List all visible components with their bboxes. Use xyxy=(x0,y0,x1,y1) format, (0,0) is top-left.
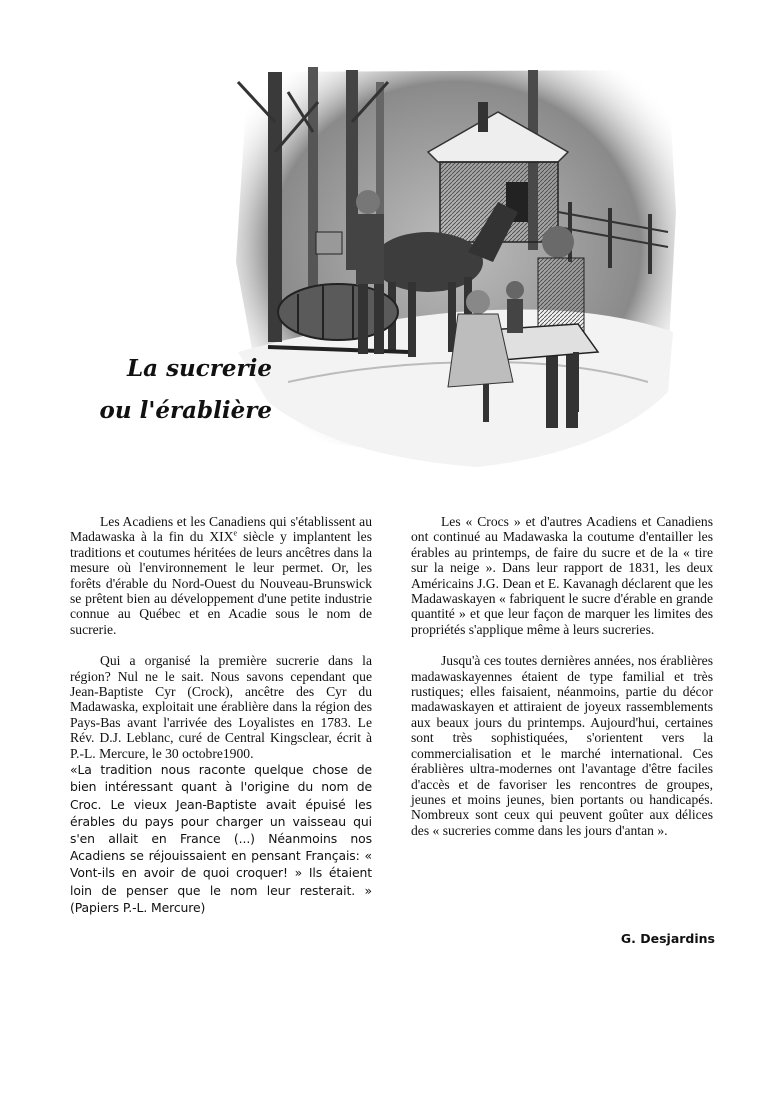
sugar-shack-winter-scene-icon xyxy=(228,62,680,472)
left-paragraph-2: Qui a organisé la première sucrerie dans la région? Nul ne le sait. Nous savons cependant que Jean-Baptiste Cyr (Crock), ancêtre des Cyr du Madawaska, exploitait une érablière dans la région des Pays-Bas avant l'arrivée des Loyalistes en 1783. Le Rév. D.J. Leblanc, curé de Central Kingsclear, écrit à P.-L. Mercure, le 30 octobre1900. xyxy=(70,653,372,761)
right-paragraph-2: Jusqu'à ces toutes dernières années, nos érablières madawaskayennes étaient de type familial et très rustiques; elles faisaient, néanmoins, partie du décor madawaskayen et attiraient de joyeux rassemblements aux beaux jours du printemps. Aujourd'hui, certaines sont très sophistiquées, s'orientent vers la commercialisation et le marché international. Ces érablières ultra-modernes ont l'avantage d'être faciles d'accès et de favoriser les rencontres de groupes, jeunes et moins jeunes, bien portants ou handicapés. Nombreux sont ceux qui peuvent goûter aux délices des « sucreries comme dans les jours d'antan ». xyxy=(411,653,713,838)
left-paragraph-1: Les Acadiens et les Canadiens qui s'établissent au Madawaska à la fin du XIXe siècle y implantent les traditions et coutumes héritées de leurs ancêtres dans la mesure où l'environnement le leur permet. Or, les forêts d'érable du Nord-Ouest du Nouveau-Brunswick se prêtent bien au développement d'une petite industrie connue au Québec et en Acadie sous le nom de sucrerie. xyxy=(70,514,372,637)
author-signature: G. Desjardins xyxy=(620,931,715,946)
left-column xyxy=(70,514,372,932)
title-line-1: La sucrerie xyxy=(127,355,272,382)
right-column xyxy=(411,514,713,854)
title-line-2: ou l'érablière xyxy=(99,397,272,424)
right-paragraph-1: Les « Crocs » et d'autres Acadiens et Canadiens ont continué au Madawaska la coutume d'entailler les érables au printemps, de faire du sucre et de la « tire sur la neige ». Dans leur rapport de 1831, les deux Américains J.G. Dean et E. Kavanagh déclarent que les Madawaskayen « fabriquent le sucre d'érable en grande quantité » et que leur façon de marquer les limites des propriétés s'applique même à leurs sucreries. xyxy=(411,514,713,637)
left-quote: «La tradition nous raconte quelque chose de bien intéressant quant à l'origine du nom de Croc. Le vieux Jean-Baptiste avait épuisé les érables du pays pour charger un vaisseau qui s'en allait en France (...) Néanmoins nos Acadiens se réjouissaient en pensant Français: « Vont-ils en avoir de quoi croquer! » Ils étaient loin de penser que le nom leur resterait. » (Papiers P.-L. Mercure) xyxy=(70,762,372,915)
